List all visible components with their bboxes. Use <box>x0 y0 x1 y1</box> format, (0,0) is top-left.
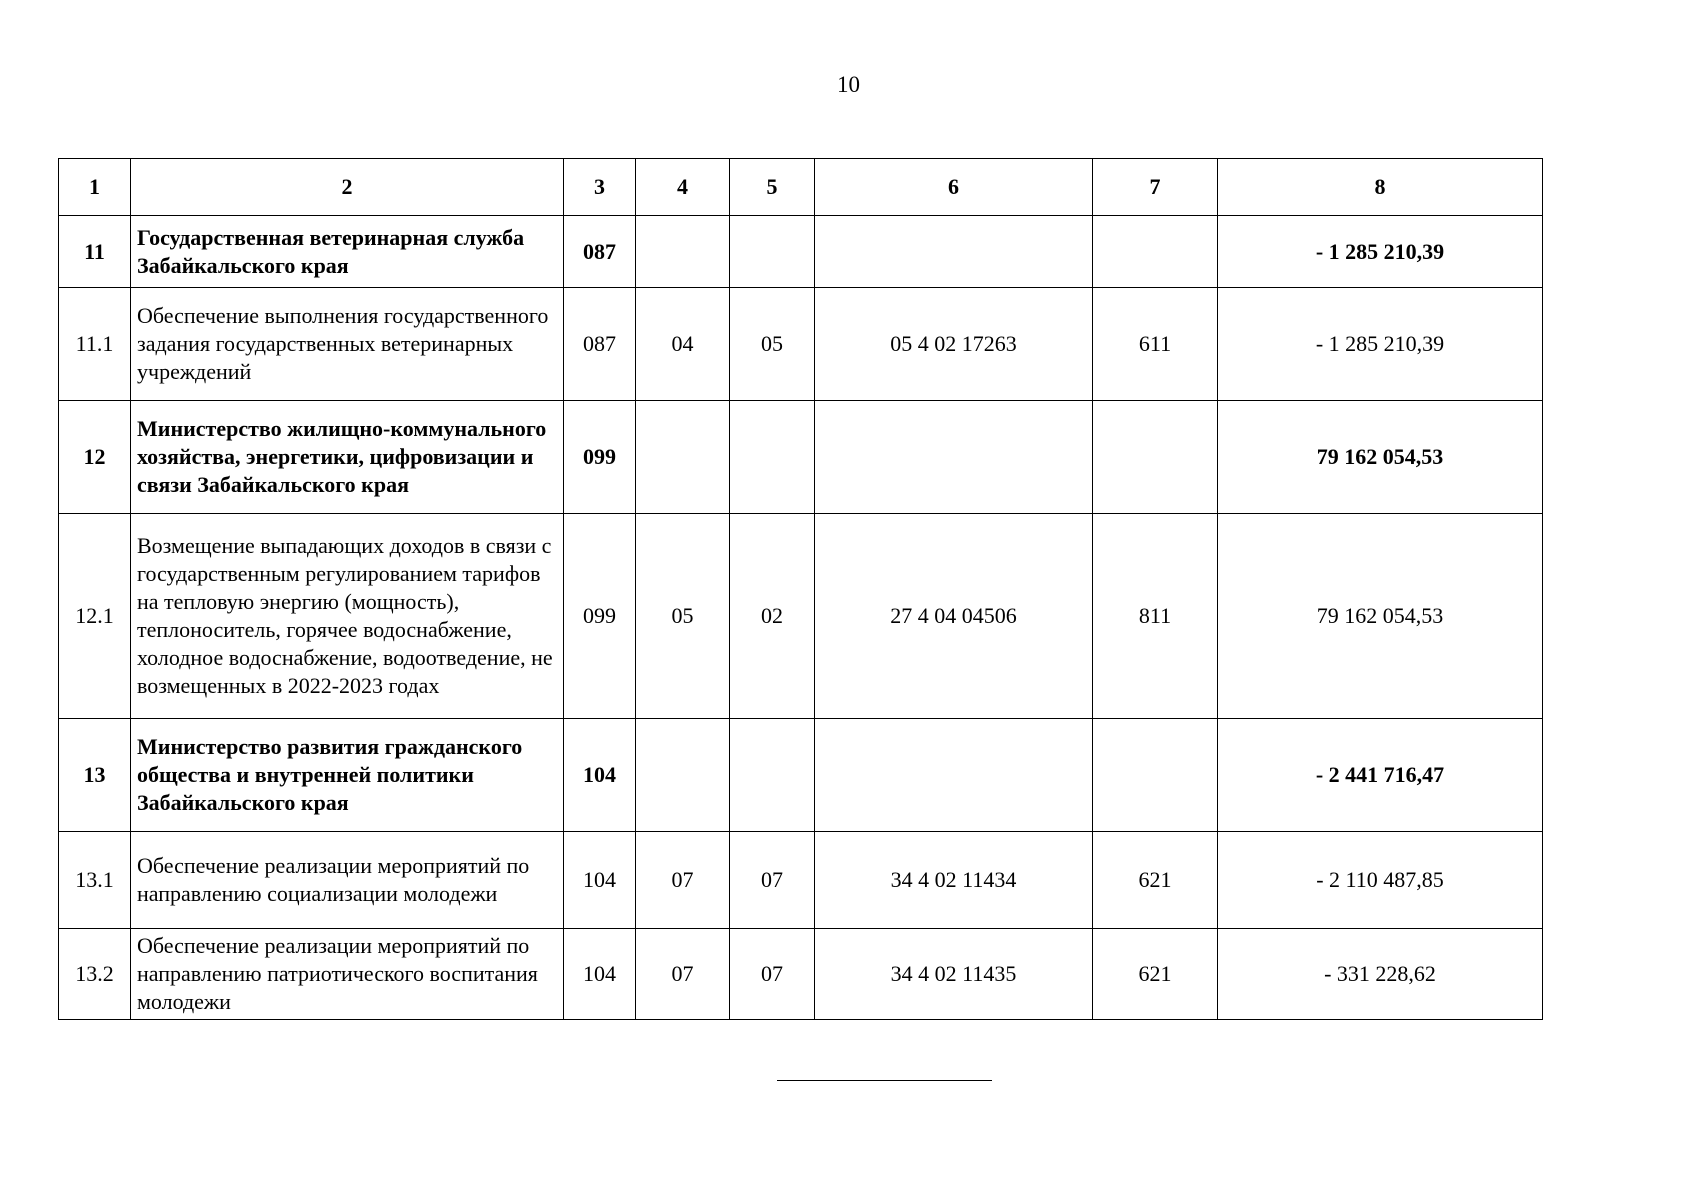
table-header-row <box>59 159 1543 216</box>
row-section <box>636 401 730 514</box>
row-subsection <box>730 216 815 288</box>
row-code: 104 <box>564 719 636 832</box>
row-subsection: 02 <box>730 514 815 719</box>
row-section <box>636 216 730 288</box>
row-number: 12.1 <box>59 514 131 719</box>
row-amount: - 2 441 716,47 <box>1218 719 1543 832</box>
row-amount: - 331 228,62 <box>1218 929 1543 1020</box>
table-row <box>59 401 1543 514</box>
row-section: 07 <box>636 929 730 1020</box>
table-row <box>59 288 1543 401</box>
column-header: 5 <box>730 159 815 216</box>
row-target-article <box>815 401 1093 514</box>
column-header: 4 <box>636 159 730 216</box>
row-expense-type <box>1093 216 1218 288</box>
table-row <box>59 832 1543 929</box>
row-target-article <box>815 719 1093 832</box>
column-header: 6 <box>815 159 1093 216</box>
row-expense-type: 611 <box>1093 288 1218 401</box>
row-number: 13.1 <box>59 832 131 929</box>
row-name: Обеспечение реализации мероприятий по направлению патриотического воспитания молодежи <box>131 929 564 1020</box>
row-name: Государственная ветеринарная служба Забайкальского края <box>131 216 564 288</box>
column-header: 2 <box>131 159 564 216</box>
row-expense-type: 811 <box>1093 514 1218 719</box>
table-row <box>59 929 1543 1020</box>
table-row <box>59 719 1543 832</box>
page-number: 10 <box>837 72 860 97</box>
row-section: 07 <box>636 832 730 929</box>
column-header: 7 <box>1093 159 1218 216</box>
column-header: 3 <box>564 159 636 216</box>
row-target-article: 27 4 04 04506 <box>815 514 1093 719</box>
row-number: 13 <box>59 719 131 832</box>
row-number: 13.2 <box>59 929 131 1020</box>
row-amount: 79 162 054,53 <box>1218 514 1543 719</box>
row-subsection <box>730 401 815 514</box>
column-header: 1 <box>59 159 131 216</box>
row-subsection: 05 <box>730 288 815 401</box>
row-subsection: 07 <box>730 832 815 929</box>
budget-table <box>58 158 1543 1020</box>
row-expense-type: 621 <box>1093 929 1218 1020</box>
row-code: 099 <box>564 514 636 719</box>
row-name: Министерство развития гражданского общества и внутренней политики Забайкальского края <box>131 719 564 832</box>
row-amount: - 1 285 210,39 <box>1218 288 1543 401</box>
row-code: 104 <box>564 832 636 929</box>
row-code: 087 <box>564 288 636 401</box>
row-code: 099 <box>564 401 636 514</box>
row-section: 05 <box>636 514 730 719</box>
row-amount: - 1 285 210,39 <box>1218 216 1543 288</box>
row-target-article <box>815 216 1093 288</box>
row-target-article: 05 4 02 17263 <box>815 288 1093 401</box>
row-target-article: 34 4 02 11434 <box>815 832 1093 929</box>
table-row <box>59 216 1543 288</box>
row-amount: 79 162 054,53 <box>1218 401 1543 514</box>
row-amount: - 2 110 487,85 <box>1218 832 1543 929</box>
row-number: 11.1 <box>59 288 131 401</box>
row-subsection: 07 <box>730 929 815 1020</box>
row-expense-type: 621 <box>1093 832 1218 929</box>
row-name: Обеспечение реализации мероприятий по направлению социализации молодежи <box>131 832 564 929</box>
row-number: 12 <box>59 401 131 514</box>
row-target-article: 34 4 02 11435 <box>815 929 1093 1020</box>
row-expense-type <box>1093 401 1218 514</box>
closing-line <box>777 1080 992 1081</box>
row-number: 11 <box>59 216 131 288</box>
column-header: 8 <box>1218 159 1543 216</box>
row-expense-type <box>1093 719 1218 832</box>
row-section <box>636 719 730 832</box>
row-name: Обеспечение выполнения государственного задания государственных ветеринарных учреждений <box>131 288 564 401</box>
row-code: 087 <box>564 216 636 288</box>
table-row <box>59 514 1543 719</box>
row-section: 04 <box>636 288 730 401</box>
row-subsection <box>730 719 815 832</box>
row-name: Министерство жилищно-коммунального хозяйства, энергетики, цифровизации и связи Забайкальского края <box>131 401 564 514</box>
row-code: 104 <box>564 929 636 1020</box>
row-name: Возмещение выпадающих доходов в связи с государственным регулированием тарифов на тепловую энергию (мощность), теплоноситель, горячее водоснабжение, холодное водоснабжение, водоотведение, не возмещенных в 2022-2023 годах <box>131 514 564 719</box>
